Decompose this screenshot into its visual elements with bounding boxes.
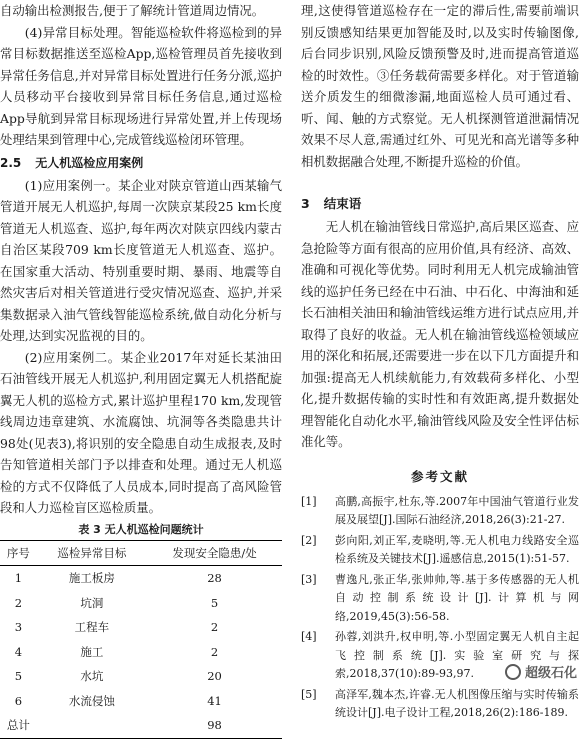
table-cell: [37, 713, 147, 738]
references-heading: 参考文献: [410, 468, 469, 484]
table-cell: 3: [14, 620, 23, 635]
section-number: 2.5: [0, 155, 22, 170]
reference-item: [301, 493, 579, 530]
table-cell: 4: [14, 644, 23, 659]
reference-item: [301, 686, 579, 723]
table-cell: 总计: [6, 718, 30, 733]
table-cell: 水坑: [80, 669, 104, 684]
watermark: [505, 662, 577, 681]
table-caption: 表 3 无人机巡检问题统计: [78, 522, 204, 536]
column-header: 序号: [6, 545, 30, 560]
section-number: 3: [301, 196, 310, 211]
table-cell: 98: [207, 718, 222, 733]
paragraph: (1)应用案例一。某企业对陕京管道山西某输气管道开展无人机巡护,每周一次陕京某段25 km长度管道无人机巡查、巡护,每年两次对陕京四线内蒙古自治区某段709 km长度管道无人机巡查、巡护。在国家重大活动、特别重要时期、暴雨、地震等自然灾害后对相关管道进行受灾情况巡查、巡护,并采集数据录入油气管线智能巡检系统,做自动化分析与处理,达到实况监视的目的。: [0, 177, 282, 343]
reference-number: [2]: [301, 533, 317, 547]
reference-item: [301, 532, 579, 569]
references-list: [301, 493, 579, 723]
left-column: [0, 0, 282, 739]
table-cell: 20: [207, 669, 222, 684]
table-cell: 坑洞: [80, 595, 104, 610]
column-header: 巡检异常目标: [57, 545, 127, 560]
section-title: 结束语: [323, 196, 362, 211]
wechat-logo-icon: [505, 664, 521, 680]
section-heading: [301, 194, 579, 212]
table-cell: 41: [207, 693, 222, 708]
table-cell: 5: [14, 669, 23, 684]
reference-text: 高泽军,魏本杰,许睿.无人机图像压缩与实时传输系统设计[J].电子设计工程,2018,26(2):186-189.: [335, 687, 579, 719]
reference-item: [301, 571, 579, 627]
table-cell: 2: [14, 595, 23, 610]
reference-number: [5]: [301, 687, 317, 701]
table-cell: 2: [210, 620, 219, 635]
column-header: 发现安全隐患/处: [172, 545, 257, 560]
table-cell: 2: [210, 644, 219, 659]
paragraph: 自动输出检测报告,便于了解统计管道周边情况。: [0, 3, 265, 18]
watermark-text: 超级石化: [524, 666, 577, 681]
reference-text: 彭向阳,刘正军,麦晓明,等.无人机电力线路安全巡检系统及关键技术[J].遥感信息,2015(1):51-57.: [335, 533, 579, 565]
table-cell: 5: [210, 595, 219, 610]
table-row: [0, 689, 282, 714]
section-heading: [0, 152, 282, 174]
table-cell: 6: [14, 693, 23, 708]
table-cell: 水流侵蚀: [68, 693, 115, 708]
reference-text: 曹逸凡,张正华,张帅帅,等.基于多传感器的无人机自动控制系统设计[J].计算机与网络,2019,45(3):56-58.: [335, 572, 579, 623]
reference-text: 孙蓉,刘洪升,权申明,等.小型固定翼无人机自主起飞控制系统[J].实验室研究与探索,2018,37(10):89-93,97.: [335, 630, 579, 680]
table-row: [0, 566, 282, 591]
reference-number: [3]: [301, 572, 317, 586]
table-cell: 1: [14, 571, 23, 586]
paragraph: 理,这使得管道巡检存在一定的滞后性,需要前端识别反馈感知结果更加智能及时,以及实时传输图像,后台同步识别,风险反馈预警及时,进而提高管道巡检的时效性。③任务载荷需要多样化。对于管道输送介质发生的细微渗漏,地面巡检人员可通过看、听、闻、触的方式察觉。无人机探测管道泄漏情况效果不尽人意,需通过红外、可见光和高光谱等多种相机数据融合处理,不断提升巡检的价值。: [301, 3, 579, 169]
section-title: 无人机巡检应用案例: [35, 155, 144, 170]
table-cell: 施工: [80, 644, 104, 659]
table-cell: 工程车: [74, 620, 110, 635]
table-cell: 28: [207, 571, 222, 586]
paragraph: (2)应用案例二。某企业2017年对延长某油田石油管线开展无人机巡护,利用固定翼无人机搭配旋翼无人机的巡检方式,累计巡护里程170 km,发现管线周边违章建筑、水流腐蚀、坑洞等各类隐患共计98处(见表3),将识别的安全隐患自动生成报表,及时告知管道相关部门予以排查和处理。通过无人机巡检的方式不仅降低了人员成本,同时提高了高风险管段和人力巡检盲区巡检质量。: [0, 349, 282, 515]
table-row: [0, 640, 282, 665]
reference-text: 高鹏,高振宇,杜东,等.2007年中国油气管道行业发展及展望[J].国际石油经济,2018,26(3):21-27.: [335, 494, 579, 526]
paragraph: 无人机在输油管线日常巡护,高后果区巡查、应急抢险等方面有很高的应用价值,具有经济、高效、准确和可视化等优势。同时利用无人机完成输油管线的巡护任务已经在中石油、中石化、中海油和延长石油相关油田和输油管线运维方进行试点应用,并取得了良好的收益。无人机在输油管线巡检领域应用的深化和拓展,还需要进一步在以下几方面提升和加强:提高无人机续航能力,有效载荷多样化、小型化,提升数据传输的实时性和有效距离,提升数据处理智能化自动化水平,输油管线风险及安全性评估标准化等。: [301, 219, 579, 449]
table-row: [0, 713, 282, 738]
reference-number: [4]: [301, 630, 317, 643]
table-cell: 施工板房: [68, 571, 115, 586]
paragraph: (4)异常目标处理。智能巡检软件将巡检到的异常目标数据推送至巡检App,巡检管理员首先接收到异常任务信息,并对异常目标处置进行任务分派,巡护人员移动平台接收到异常目标任务信息,通过巡检App导航到异常目标现场进行异常处置,并上传现场处理结果到管理中心,完成管线巡检闭环管理。: [0, 24, 282, 147]
table-row: [0, 615, 282, 640]
statistics-table: [0, 540, 282, 739]
reference-number: [1]: [301, 494, 317, 508]
right-column: [301, 0, 579, 725]
table-row: [0, 591, 282, 616]
table-header-row: [0, 540, 282, 566]
